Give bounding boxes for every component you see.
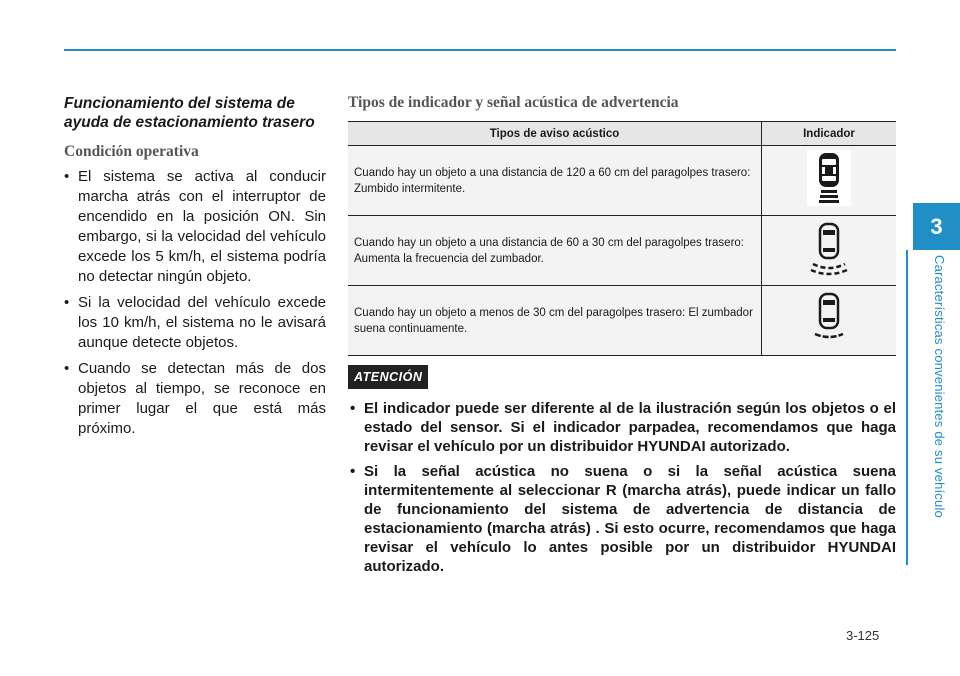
- table-row: [348, 286, 896, 356]
- list-item: • Si la velocidad del vehículo excede los 10 km/h, el sistema no le avisará aunque detecte objetos.: [64, 293, 326, 353]
- top-rule: [64, 49, 896, 51]
- header-warning-types: Tipos de aviso acústico: [348, 122, 762, 146]
- list-item: • Cuando se detectan más de dos objetos al tiempo, se reconoce en primer lugar el que está más próximo.: [64, 359, 326, 439]
- table-title: Tipos de indicador y señal acústica de advertencia: [348, 94, 679, 111]
- car-sensor-near-icon: [807, 290, 851, 346]
- warning-description: Cuando hay un objeto a una distancia de 60 a 30 cm del paragolpes trasero: Aumenta la frecuencia del zumbador.: [348, 216, 762, 286]
- right-column: [348, 94, 896, 582]
- list-item: • El sistema se activa al conducir marcha atrás con el interruptor de encendido en la posición ON. Sin embargo, si la velocidad del vehículo excede los 5 km/h, el sistema podría no detectar ningún objeto.: [64, 167, 326, 287]
- left-column: [64, 94, 326, 445]
- attention-list: [348, 399, 896, 576]
- warning-description: Cuando hay un objeto a menos de 30 cm del paragolpes trasero: El zumbador suena continuamente.: [348, 286, 762, 356]
- page-number: 3-125: [846, 628, 880, 643]
- car-sensor-mid-icon: [807, 220, 851, 276]
- chapter-title: Características convenientes de su vehículo: [932, 255, 947, 518]
- section-title: Funcionamiento del sistema de ayuda de estacionamiento trasero: [64, 95, 315, 131]
- table-row: [348, 216, 896, 286]
- chapter-number: 3: [930, 213, 943, 239]
- table-header-row: [348, 122, 896, 146]
- chapter-tab: [913, 203, 960, 250]
- side-rule: [906, 250, 908, 565]
- list-item: • El indicador puede ser diferente al de la ilustración según los objetos o el estado del sensor. Si el indicador parpadea, recomendamos que haga revisar el vehículo por un distribuidor HYUNDAI autorizado.: [348, 399, 896, 456]
- warning-description: Cuando hay un objeto a una distancia de 120 a 60 cm del paragolpes trasero: Zumbido intermitente.: [348, 146, 762, 216]
- table-row: [348, 146, 896, 216]
- list-item: • Si la señal acústica no suena o si la señal acústica suena intermitentemente al seleccionar R (marcha atrás), puede indicar un fallo de funcionamiento del sistema de advertencia de distancia de estacionamiento (marcha atrás) . Si esto ocurre, recomendamos que haga revisar el vehículo lo antes posible por un distribuidor HYUNDAI autorizado.: [348, 462, 896, 576]
- car-sensor-far-icon: [807, 150, 851, 206]
- attention-badge: ATENCIÓN: [348, 365, 428, 389]
- warning-types-table: [348, 121, 896, 356]
- header-indicator: Indicador: [762, 122, 897, 146]
- operating-conditions-list: [64, 167, 326, 439]
- subheading: Condición operativa: [64, 143, 199, 160]
